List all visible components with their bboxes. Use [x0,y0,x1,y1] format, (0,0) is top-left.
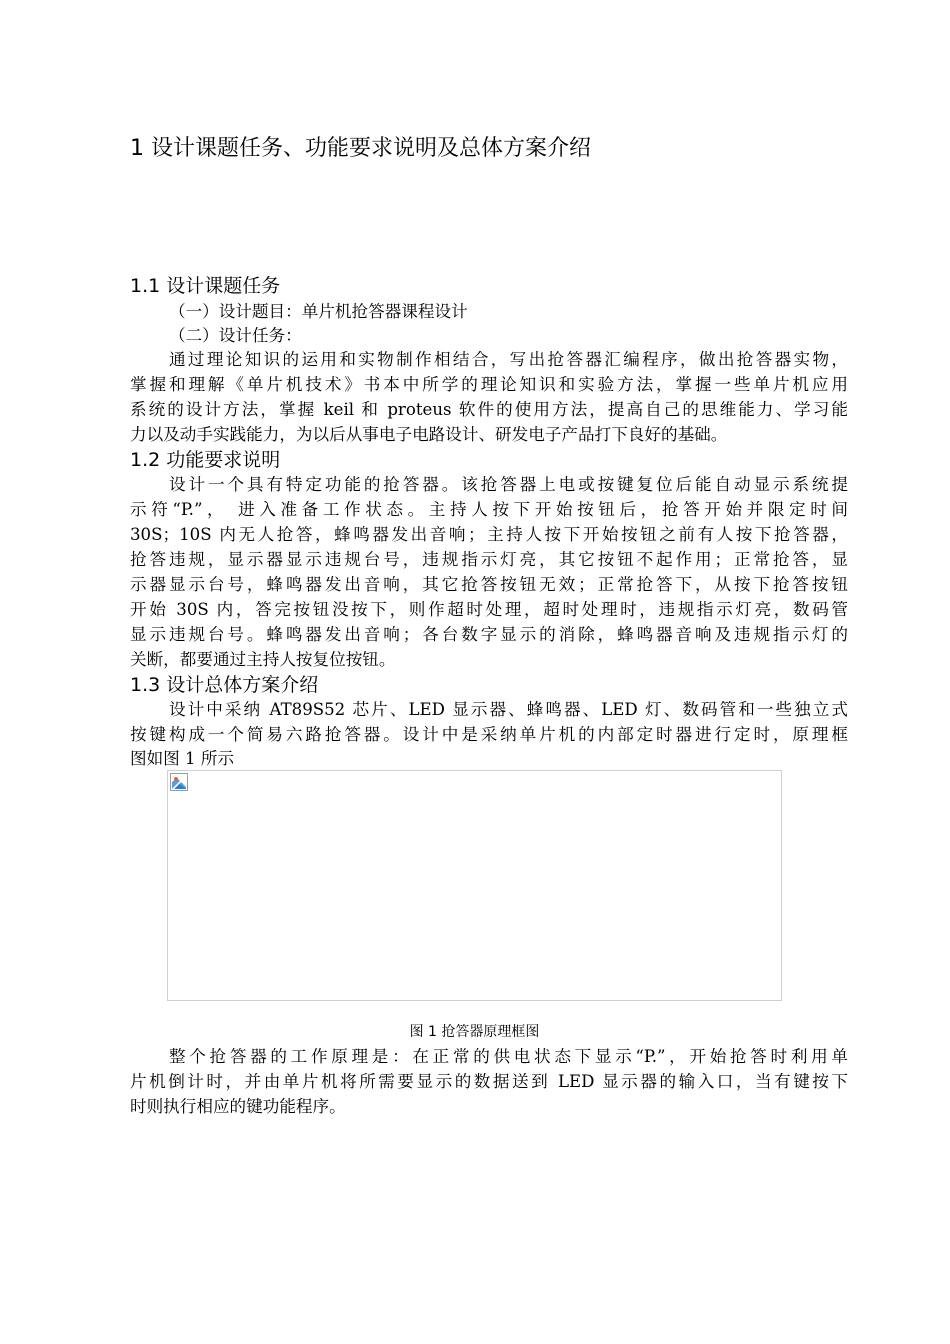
paragraph-line: 整个抢答器的工作原理是：在正常的供电状态下显示“P.”，开始抢答时利用单 [169,1047,848,1066]
design-task-line: （二）设计任务： [169,326,302,345]
paragraph-line: 系统的设计方法，掌握 keil 和 proteus 软件的使用方法，提高自己的思维能力、学习能 [130,400,848,419]
paragraph-line: 力以及动手实践能力，为以后从事电子电路设计、研发电子产品打下良好的基础。 [130,425,728,444]
section-heading-1-1: 1.1 设计课题任务 [130,275,281,297]
paragraph-line: 30S；10S 内无人抢答，蜂鸣器发出音响；主持人按下开始按钮之前有人按下抢答器， [130,525,848,544]
paragraph-line: 设计中采纳 AT89S52 芯片、LED 显示器、蜂鸣器、LED 灯、数码管和一些独立式 [169,700,848,719]
paragraph-line: 关断，都要通过主持人按复位按钮。 [130,650,396,669]
section-heading-1-2: 1.2 功能要求说明 [130,449,281,471]
paragraph-line: 示符“P.”， 进入准备工作状态。主持人按下开始按钮后，抢答开始并限定时间 [130,500,848,519]
chapter-heading: 1 设计课题任务、功能要求说明及总体方案介绍 [130,136,591,161]
paragraph-line: 时则执行相应的键功能程序。 [130,1097,346,1116]
section-heading-1-3: 1.3 设计总体方案介绍 [130,674,319,696]
paragraph-line: 开始 30S 内，答完按钮没按下，则作超时处理，超时处理时，违规指示灯亮，数码管 [130,600,848,619]
paragraph-line: 通过理论知识的运用和实物制作相结合，写出抢答器汇编程序，做出抢答器实物， [169,350,848,369]
paragraph-line: 示器显示台号，蜂鸣器发出音响，其它抢答按钮无效；正常抢答下，从按下抢答按钮 [130,575,848,594]
paragraph-line: 图如图 1 所示 [130,749,235,768]
paragraph-line: 显示违规台号。蜂鸣器发出音响；各台数字显示的消除，蜂鸣器音响及违规指示灯的 [130,625,848,644]
paragraph-line: 抢答违规，显示器显示违规台号，违规指示灯亮，其它按钮不起作用；正常抢答，显 [130,550,848,569]
paragraph-line: 片机倒计时，并由单片机将所需要显示的数据送到 LED 显示器的输入口，当有键按下 [130,1072,848,1091]
paragraph-line: 掌握和理解《单片机技术》书本中所学的理论知识和实验方法，掌握一些单片机应用 [130,375,848,394]
paragraph-line: 按键构成一个简易六路抢答器。设计中是采纳单片机的内部定时器进行定时，原理框 [130,725,848,744]
figure-image-placeholder [167,770,782,1001]
broken-image-icon [170,773,188,791]
figure-caption: 图 1 抢答器原理框图 [409,1024,540,1040]
paragraph-line: 设计一个具有特定功能的抢答器。该抢答器上电或按键复位后能自动显示系统提 [169,475,848,494]
design-topic-line: （一）设计题目：单片机抢答器课程设计 [169,302,468,321]
